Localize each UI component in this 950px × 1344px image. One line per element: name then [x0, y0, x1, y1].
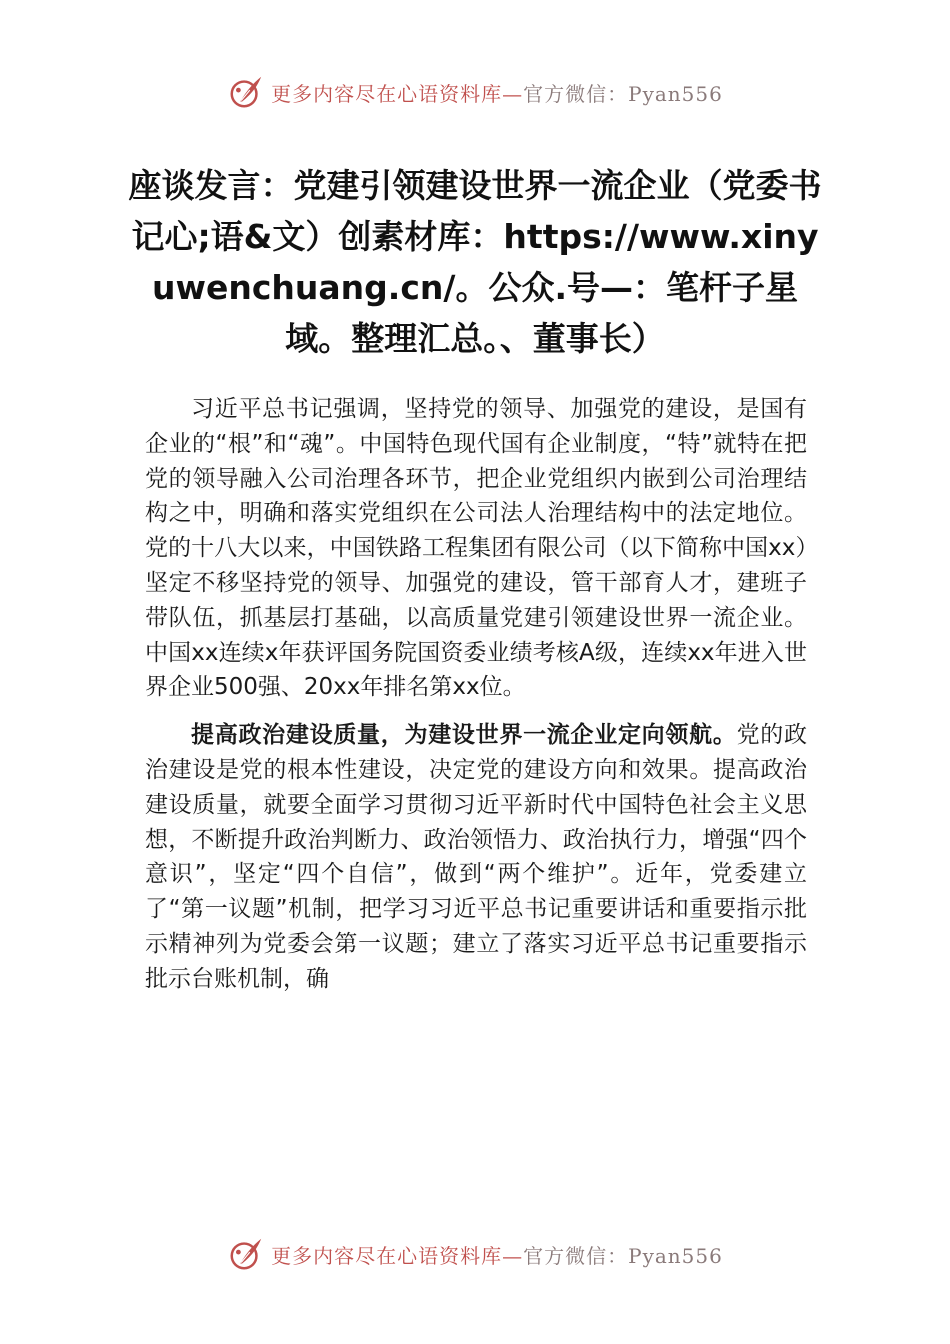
wechat-id: Pyan556 [628, 1243, 723, 1268]
document-title: 座谈发言：党建引领建设世界一流企业（党委书记心;语&文）创素材库：https://www.xinyuwenchuang.cn/。公众.号—：笔杆子星域。整理汇总。、董事长） [128, 166, 822, 358]
paragraph-1-text: 习近平总书记强调，坚持党的领导、加强党的建设，是国有企业的“根”和“魂”。中国特色现代国有企业制度，“特”就特在把党的领导融入公司治理各环节，把企业党组织内嵌到公司治理结构之中，明确和落实党组织在公司法人治理结构中的法定地位。党的十八大以来，中国铁路工程集团有限公司（以下简称中国xx）坚定不移坚持党的领导、加强党的建设，管干部育人才，建班子带队伍，抓基层打基础，以高质量党建引领建设世界一流企业。中国xx连续x年获评国务院国资委业绩考核A级，连续xx年进入世界企业500强、20xx年排名第xx位。 [145, 396, 807, 701]
quill-pen-logo-icon [227, 1235, 265, 1273]
wechat-id: Pyan556 [628, 81, 723, 106]
banner-text: 更多内容尽在心语资料库—官方微信：Pyan556 [271, 81, 723, 106]
paragraph-2-text: 党的政治建设是党的根本性建设，决定党的建设方向和效果。提高政治建设质量，就要全面学习贯彻习近平新时代中国特色社会主义思想，不断提升政治判断力、政治领悟力、政治执行力，增强“四个意识”，坚定“四个自信”，做到“两个维护”。近年，党委建立了“第一议题”机制，把学习习近平总书记重要讲话和重要指示批示精神列为党委会第一议题；建立了落实习近平总书记重要指示批示台账机制，确 [145, 722, 808, 992]
wechat-label: 官方微信： [523, 1243, 629, 1268]
paragraph-2 [145, 718, 807, 996]
document-body [145, 392, 807, 1010]
footer-banner [0, 1232, 950, 1276]
header-banner [0, 70, 950, 114]
paragraph-1 [145, 392, 807, 705]
wechat-label: 官方微信： [523, 81, 629, 106]
paragraph-2-heading: 提高政治建设质量，为建设世界一流企业定向领航。 [191, 722, 737, 749]
banner-text: 更多内容尽在心语资料库—官方微信：Pyan556 [271, 1243, 723, 1268]
quill-pen-logo-icon [227, 73, 265, 111]
